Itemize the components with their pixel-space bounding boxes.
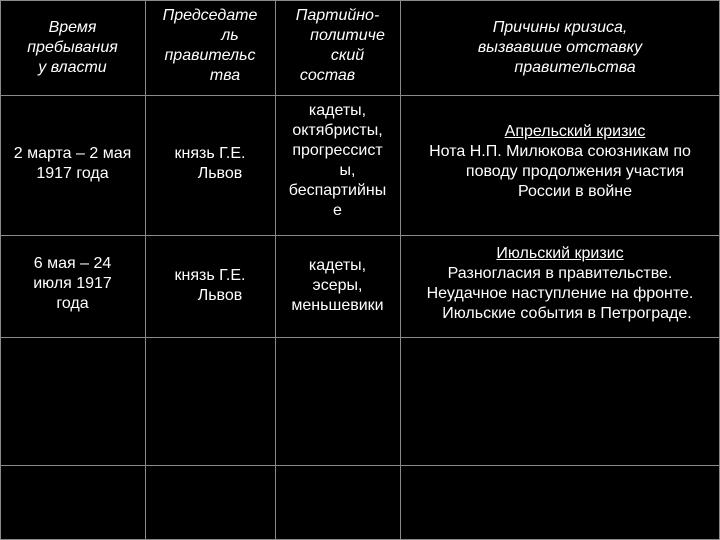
header-causes: Причины кризиса, вызвавшие отставку правительства bbox=[477, 19, 643, 76]
row-border bbox=[0, 465, 720, 466]
column-border bbox=[0, 0, 1, 540]
row2-chair: князь Г.Е. Львов bbox=[174, 267, 246, 304]
row-border bbox=[0, 337, 720, 338]
column-border bbox=[275, 0, 276, 540]
row1-chair: князь Г.Е. Львов bbox=[174, 145, 246, 182]
row1-time: 2 марта – 2 мая 1917 года bbox=[13, 145, 132, 182]
row-border bbox=[0, 95, 720, 96]
row-border bbox=[0, 0, 720, 1]
row2-causes: Июльский кризис Разногласия в правительстве. Неудачное наступление на фронте. Июльские события в Петрограде. bbox=[402, 244, 718, 324]
header-chair: Председате ль правительс тва bbox=[162, 7, 258, 84]
row-border bbox=[0, 235, 720, 236]
row1-party: кадеты, октябристы, прогрессист ы, беспартийны е bbox=[288, 102, 387, 219]
column-border bbox=[145, 0, 146, 540]
column-border bbox=[400, 0, 401, 540]
header-time: Время пребывания у власти bbox=[27, 19, 118, 76]
row1-causes: Апрельский кризис Нота Н.П. Милюкова союзникам по поводу продолжения участия России в войне bbox=[402, 122, 718, 202]
header-party: Партийно- политиче ский состав bbox=[295, 7, 385, 84]
crisis-title: Апрельский кризис bbox=[504, 123, 646, 140]
crisis-title: Июльский кризис bbox=[496, 245, 624, 262]
row2-time: 6 мая – 24 июля 1917 года bbox=[33, 255, 112, 312]
row2-party: кадеты, эсеры, меньшевики bbox=[291, 257, 384, 314]
